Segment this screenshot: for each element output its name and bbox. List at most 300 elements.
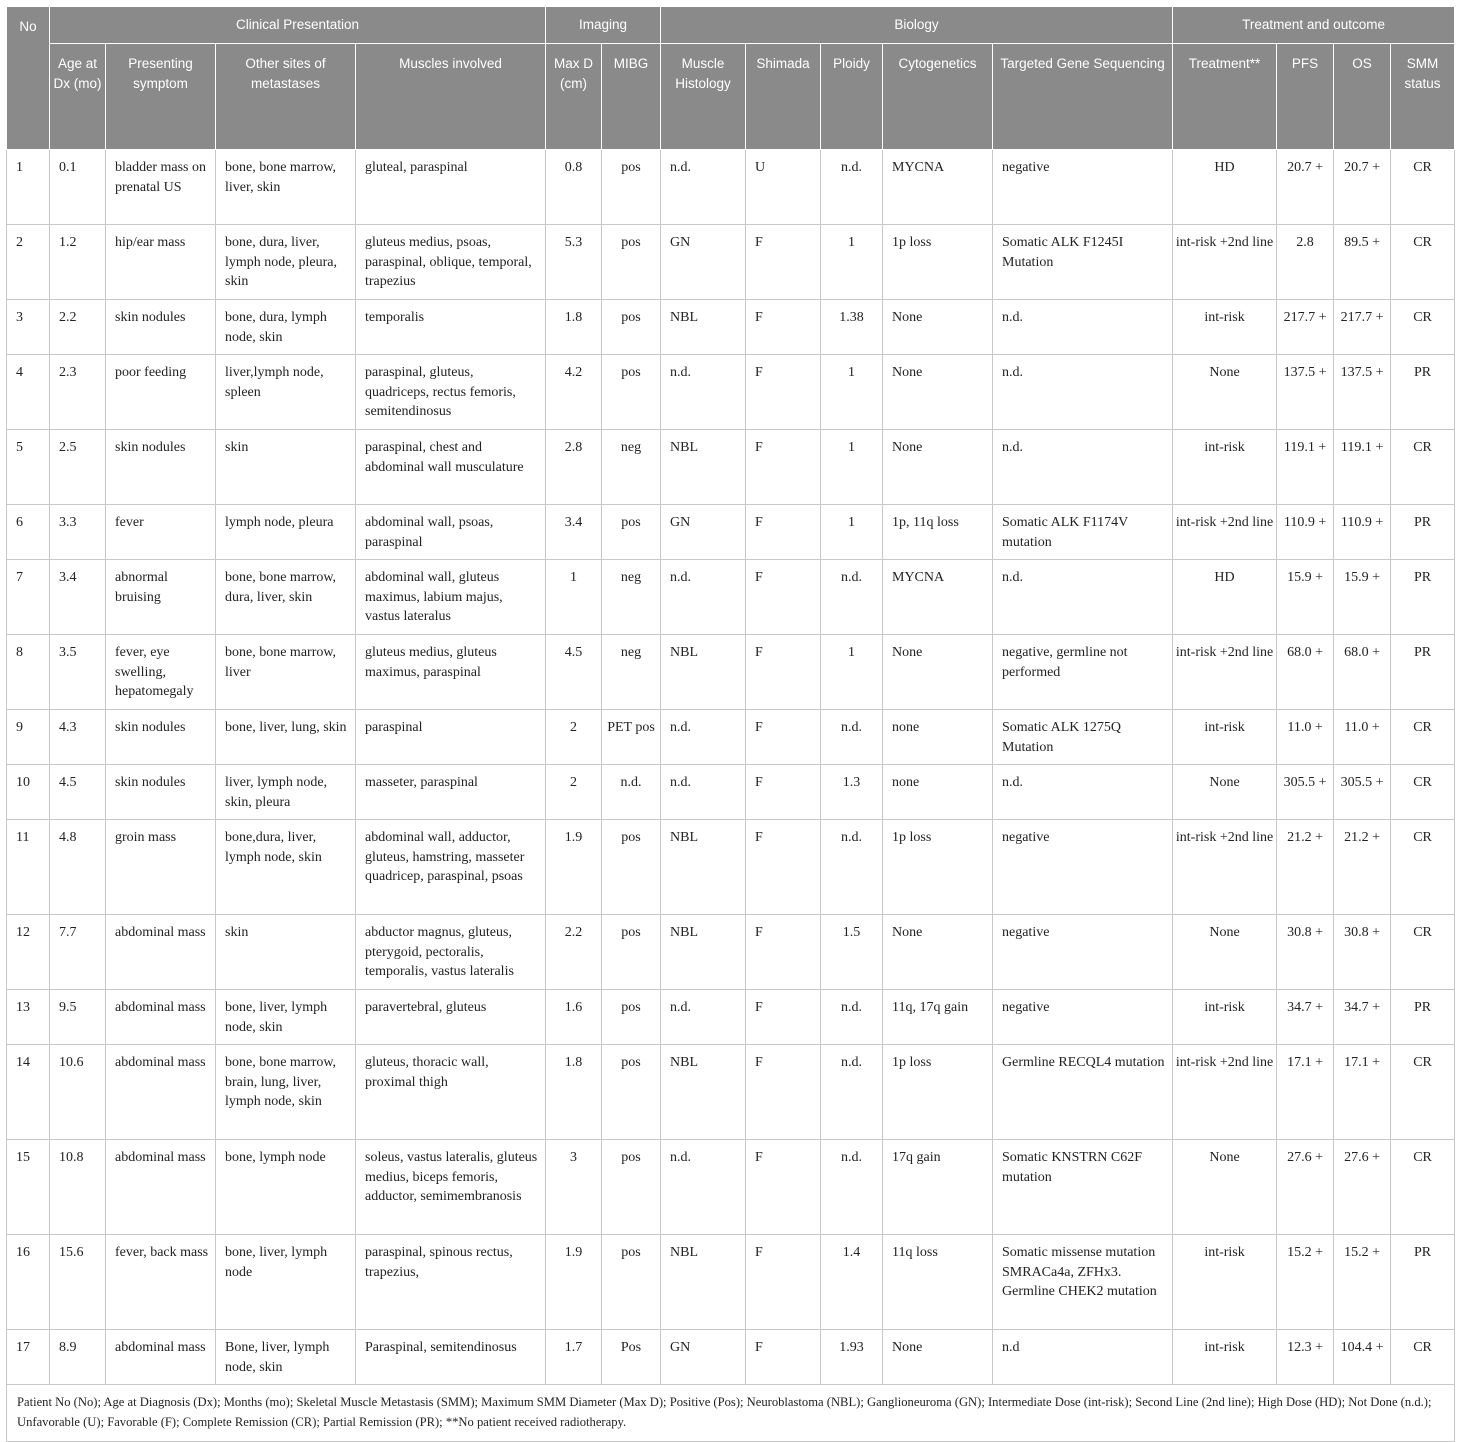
table-cell: 1p loss <box>883 1045 993 1140</box>
table-cell: 4.2 <box>546 355 602 430</box>
table-cell: paraspinal, gluteus, quadriceps, rectus femoris, semitendinosus <box>356 355 546 430</box>
table-cell: 68.0 + <box>1277 635 1334 710</box>
table-cell: 4 <box>7 355 50 430</box>
table-cell: 2.2 <box>546 915 602 990</box>
table-cell: int-risk <box>1173 1330 1277 1385</box>
table-cell: 68.0 + <box>1334 635 1391 710</box>
table-cell: NBL <box>661 915 746 990</box>
table-cell: F <box>746 1045 821 1140</box>
footnote: Patient No (No); Age at Diagnosis (Dx); Months (mo); Skeletal Muscle Metastasis (SMM); Maximum SMM Diameter (Max D); Positive (Pos); Neuroblastoma (NBL); Ganglioneuroma (GN); Intermediate Dose (int-risk); Second Line (2nd line); High Dose (HD); Not Done (n.d.); Unfavorable (U); Favorable (F); Complete Remission (CR); Partial Remission (PR); **No patient received radiotherapy. <box>7 1385 1455 1442</box>
table-cell: neg <box>602 560 661 635</box>
table-cell: gluteus, thoracic wall, proximal thigh <box>356 1045 546 1140</box>
table-cell: 15.9 + <box>1334 560 1391 635</box>
table-cell: Pos <box>602 1330 661 1385</box>
table-cell: skin <box>216 915 356 990</box>
table-cell: int-risk <box>1173 430 1277 505</box>
table-cell: 6 <box>7 505 50 560</box>
table-cell: 11.0 + <box>1277 710 1334 765</box>
table-cell: 1.8 <box>546 1045 602 1140</box>
table-cell: int-risk +2nd line <box>1173 1045 1277 1140</box>
table-cell: 2 <box>7 225 50 300</box>
table-cell: pos <box>602 150 661 225</box>
table-cell: 10.6 <box>50 1045 106 1140</box>
table-cell: CR <box>1391 1330 1455 1385</box>
table-cell: 12 <box>7 915 50 990</box>
table-cell: pos <box>602 505 661 560</box>
table-cell: skin nodules <box>106 430 216 505</box>
table-row <box>7 635 1455 710</box>
col-header: Muscle Histology <box>661 44 746 150</box>
table-cell: HD <box>1173 150 1277 225</box>
table-cell: 3.5 <box>50 635 106 710</box>
group-treatment: Treatment and outcome <box>1173 7 1455 44</box>
table-cell: 137.5 + <box>1334 355 1391 430</box>
table-cell: 15 <box>7 1140 50 1235</box>
table-cell: NBL <box>661 300 746 355</box>
table-cell: None <box>883 300 993 355</box>
table-cell: 305.5 + <box>1277 765 1334 820</box>
table-cell: F <box>746 300 821 355</box>
table-container <box>6 6 1454 1442</box>
table-cell: CR <box>1391 1045 1455 1140</box>
table-cell: liver, lymph node, skin, pleura <box>216 765 356 820</box>
table-cell: 1.5 <box>821 915 883 990</box>
table-cell: None <box>883 635 993 710</box>
table-row <box>7 915 1455 990</box>
table-row <box>7 300 1455 355</box>
table-cell: groin mass <box>106 820 216 915</box>
table-cell: bone, bone marrow, brain, lung, liver, lymph node, skin <box>216 1045 356 1140</box>
table-cell: pos <box>602 820 661 915</box>
table-cell: PR <box>1391 1235 1455 1330</box>
table-cell: 11.0 + <box>1334 710 1391 765</box>
table-cell: 3.4 <box>546 505 602 560</box>
table-cell: F <box>746 1330 821 1385</box>
table-cell: CR <box>1391 1140 1455 1235</box>
table-cell: F <box>746 820 821 915</box>
table-cell: n.d. <box>993 430 1173 505</box>
table-row <box>7 990 1455 1045</box>
table-cell: F <box>746 225 821 300</box>
table-cell: 34.7 + <box>1334 990 1391 1045</box>
table-cell: 4.5 <box>50 765 106 820</box>
table-cell: 11 <box>7 820 50 915</box>
table-cell: paraspinal, chest and abdominal wall musculature <box>356 430 546 505</box>
table-cell: abdominal mass <box>106 915 216 990</box>
table-cell: Bone, liver, lymph node, skin <box>216 1330 356 1385</box>
table-cell: 30.8 + <box>1334 915 1391 990</box>
table-cell: None <box>883 430 993 505</box>
table-cell: skin nodules <box>106 300 216 355</box>
table-cell: 8 <box>7 635 50 710</box>
table-cell: lymph node, pleura <box>216 505 356 560</box>
table-row <box>7 765 1455 820</box>
table-cell: paraspinal <box>356 710 546 765</box>
table-cell: 4.8 <box>50 820 106 915</box>
table-cell: skin <box>216 430 356 505</box>
table-cell: bone, liver, lymph node, skin <box>216 990 356 1045</box>
table-cell: int-risk +2nd line <box>1173 225 1277 300</box>
table-cell: 1.9 <box>546 820 602 915</box>
table-cell: PET pos <box>602 710 661 765</box>
table-cell: CR <box>1391 820 1455 915</box>
table-cell: bone, dura, liver, lymph node, pleura, skin <box>216 225 356 300</box>
table-cell: U <box>746 150 821 225</box>
table-cell: abnormal bruising <box>106 560 216 635</box>
table-cell: n.d. <box>661 355 746 430</box>
table-cell: CR <box>1391 150 1455 225</box>
table-cell: abdominal mass <box>106 990 216 1045</box>
table-cell: 8.9 <box>50 1330 106 1385</box>
table-cell: 1.4 <box>821 1235 883 1330</box>
table-cell: n.d. <box>821 150 883 225</box>
table-cell: MYCNA <box>883 560 993 635</box>
table-cell: None <box>883 355 993 430</box>
table-cell: 1.8 <box>546 300 602 355</box>
table-cell: 14 <box>7 1045 50 1140</box>
table-cell: negative, germline not performed <box>993 635 1173 710</box>
table-cell: 104.4 + <box>1334 1330 1391 1385</box>
table-cell: bladder mass on prenatal US <box>106 150 216 225</box>
table-cell: None <box>1173 765 1277 820</box>
table-cell: 17q gain <box>883 1140 993 1235</box>
table-cell: CR <box>1391 710 1455 765</box>
table-cell: abdominal wall, psoas, paraspinal <box>356 505 546 560</box>
table-cell: 12.3 + <box>1277 1330 1334 1385</box>
table-cell: int-risk +2nd line <box>1173 635 1277 710</box>
table-cell: abdominal mass <box>106 1045 216 1140</box>
table-row <box>7 505 1455 560</box>
table-cell: n.d. <box>661 710 746 765</box>
table-cell: bone, dura, lymph node, skin <box>216 300 356 355</box>
table-cell: 217.7 + <box>1334 300 1391 355</box>
table-body <box>7 150 1455 1385</box>
table-cell: 1 <box>821 505 883 560</box>
table-cell: 3.3 <box>50 505 106 560</box>
table-cell: 2.8 <box>1277 225 1334 300</box>
table-cell: fever, back mass <box>106 1235 216 1330</box>
table-cell: 30.8 + <box>1277 915 1334 990</box>
table-cell: 17.1 + <box>1334 1045 1391 1140</box>
col-header: PFS <box>1277 44 1334 150</box>
col-header: Targeted Gene Sequencing <box>993 44 1173 150</box>
table-cell: bone, liver, lung, skin <box>216 710 356 765</box>
table-cell: gluteus medius, psoas, paraspinal, oblique, temporal, trapezius <box>356 225 546 300</box>
table-cell: 1.93 <box>821 1330 883 1385</box>
table-cell: None <box>883 915 993 990</box>
col-header: Max D (cm) <box>546 44 602 150</box>
col-header: Ploidy <box>821 44 883 150</box>
table-cell: pos <box>602 1140 661 1235</box>
table-cell: 110.9 + <box>1277 505 1334 560</box>
table-cell: MYCNA <box>883 150 993 225</box>
table-cell: 15.9 + <box>1277 560 1334 635</box>
table-cell: fever <box>106 505 216 560</box>
table-cell: 10 <box>7 765 50 820</box>
table-cell: 11q, 17q gain <box>883 990 993 1045</box>
table-row <box>7 560 1455 635</box>
table-cell: NBL <box>661 820 746 915</box>
table-cell: paraspinal, spinous rectus, trapezius, <box>356 1235 546 1330</box>
table-cell: 1 <box>821 635 883 710</box>
table-cell: neg <box>602 635 661 710</box>
table-cell: 2.3 <box>50 355 106 430</box>
col-header-no: No <box>7 7 50 150</box>
table-row <box>7 1045 1455 1140</box>
table-cell: bone,dura, liver, lymph node, skin <box>216 820 356 915</box>
table-cell: 3 <box>7 300 50 355</box>
table-cell: 3.4 <box>50 560 106 635</box>
table-cell: n.d. <box>821 1140 883 1235</box>
table-cell: n.d <box>993 1330 1173 1385</box>
table-cell: n.d. <box>661 560 746 635</box>
table-cell: negative <box>993 915 1173 990</box>
table-cell: F <box>746 765 821 820</box>
group-imaging: Imaging <box>546 7 661 44</box>
table-cell: 1 <box>546 560 602 635</box>
table-cell: none <box>883 765 993 820</box>
table-cell: masseter, paraspinal <box>356 765 546 820</box>
table-cell: n.d. <box>821 1045 883 1140</box>
table-cell: poor feeding <box>106 355 216 430</box>
table-cell: 11q loss <box>883 1235 993 1330</box>
table-cell: 1 <box>7 150 50 225</box>
table-cell: 15.6 <box>50 1235 106 1330</box>
table-cell: 1.38 <box>821 300 883 355</box>
table-cell: 2 <box>546 765 602 820</box>
table-cell: skin nodules <box>106 710 216 765</box>
table-cell: 10.8 <box>50 1140 106 1235</box>
table-cell: 137.5 + <box>1277 355 1334 430</box>
table-cell: n.d. <box>993 300 1173 355</box>
table-cell: Somatic missense mutation SMRACa4a, ZFHx3. Germline CHEK2 mutation <box>993 1235 1173 1330</box>
table-cell: neg <box>602 430 661 505</box>
table-row <box>7 1235 1455 1330</box>
table-cell: None <box>1173 915 1277 990</box>
table-cell: abdominal wall, adductor, gluteus, hamstring, masseter quadricep, paraspinal, psoas <box>356 820 546 915</box>
table-cell: n.d. <box>821 710 883 765</box>
table-cell: 305.5 + <box>1334 765 1391 820</box>
table-cell: 4.5 <box>546 635 602 710</box>
table-cell: hip/ear mass <box>106 225 216 300</box>
table-cell: CR <box>1391 915 1455 990</box>
table-cell: n.d. <box>602 765 661 820</box>
table-cell: negative <box>993 150 1173 225</box>
table-cell: PR <box>1391 990 1455 1045</box>
col-header: Treatment** <box>1173 44 1277 150</box>
group-clinical: Clinical Presentation <box>50 7 546 44</box>
table-cell: pos <box>602 225 661 300</box>
table-cell: 1p loss <box>883 820 993 915</box>
table-cell: 5.3 <box>546 225 602 300</box>
table-cell: negative <box>993 820 1173 915</box>
table-cell: 27.6 + <box>1334 1140 1391 1235</box>
table-row <box>7 150 1455 225</box>
table-cell: GN <box>661 225 746 300</box>
group-header-row <box>7 7 1455 44</box>
table-cell: bone, bone marrow, liver <box>216 635 356 710</box>
table-cell: F <box>746 1235 821 1330</box>
table-cell: Paraspinal, semitendinosus <box>356 1330 546 1385</box>
table-cell: pos <box>602 1235 661 1330</box>
table-cell: Somatic KNSTRN C62F mutation <box>993 1140 1173 1235</box>
table-cell: 2 <box>546 710 602 765</box>
table-cell: 89.5 + <box>1334 225 1391 300</box>
table-cell: int-risk <box>1173 710 1277 765</box>
table-cell: 119.1 + <box>1334 430 1391 505</box>
table-cell: n.d. <box>993 355 1173 430</box>
table-cell: 20.7 + <box>1334 150 1391 225</box>
table-cell: F <box>746 505 821 560</box>
table-cell: int-risk <box>1173 300 1277 355</box>
table-cell: 7 <box>7 560 50 635</box>
table-cell: n.d. <box>661 990 746 1045</box>
table-cell: 0.8 <box>546 150 602 225</box>
table-cell: n.d. <box>821 560 883 635</box>
table-cell: NBL <box>661 1235 746 1330</box>
table-cell: n.d. <box>661 150 746 225</box>
table-cell: Germline RECQL4 mutation <box>993 1045 1173 1140</box>
table-cell: PR <box>1391 355 1455 430</box>
table-row <box>7 355 1455 430</box>
table-cell: 27.6 + <box>1277 1140 1334 1235</box>
table-cell: paravertebral, gluteus <box>356 990 546 1045</box>
table-cell: 15.2 + <box>1334 1235 1391 1330</box>
table-cell: None <box>883 1330 993 1385</box>
table-cell: 5 <box>7 430 50 505</box>
table-cell: 15.2 + <box>1277 1235 1334 1330</box>
table-cell: 1.9 <box>546 1235 602 1330</box>
table-cell: F <box>746 990 821 1045</box>
col-header: OS <box>1334 44 1391 150</box>
table-cell: none <box>883 710 993 765</box>
table-cell: 20.7 + <box>1277 150 1334 225</box>
table-cell: abdominal mass <box>106 1330 216 1385</box>
table-cell: Somatic ALK F1245I Mutation <box>993 225 1173 300</box>
table-cell: 1 <box>821 430 883 505</box>
table-cell: 9.5 <box>50 990 106 1045</box>
table-cell: skin nodules <box>106 765 216 820</box>
col-header: Muscles involved <box>356 44 546 150</box>
table-cell: bone, bone marrow, dura, liver, skin <box>216 560 356 635</box>
table-cell: 119.1 + <box>1277 430 1334 505</box>
table-cell: n.d. <box>661 1140 746 1235</box>
table-cell: None <box>1173 355 1277 430</box>
table-cell: 1.7 <box>546 1330 602 1385</box>
group-biology: Biology <box>661 7 1173 44</box>
table-cell: F <box>746 430 821 505</box>
table-cell: n.d. <box>993 765 1173 820</box>
col-header: Age at Dx (mo) <box>50 44 106 150</box>
col-header: Shimada <box>746 44 821 150</box>
table-cell: 217.7 + <box>1277 300 1334 355</box>
table-cell: pos <box>602 1045 661 1140</box>
table-cell: 1 <box>821 355 883 430</box>
table-cell: Somatic ALK 1275Q Mutation <box>993 710 1173 765</box>
table-cell: 16 <box>7 1235 50 1330</box>
table-cell: bone, bone marrow, liver, skin <box>216 150 356 225</box>
table-cell: int-risk <box>1173 1235 1277 1330</box>
patient-table <box>6 6 1455 1442</box>
table-cell: 1.6 <box>546 990 602 1045</box>
table-cell: 7.7 <box>50 915 106 990</box>
table-cell: NBL <box>661 1045 746 1140</box>
table-cell: GN <box>661 1330 746 1385</box>
table-cell: None <box>1173 1140 1277 1235</box>
table-cell: PR <box>1391 635 1455 710</box>
table-cell: n.d. <box>661 765 746 820</box>
table-cell: 1p, 11q loss <box>883 505 993 560</box>
table-cell: 21.2 + <box>1277 820 1334 915</box>
table-cell: CR <box>1391 765 1455 820</box>
table-cell: F <box>746 560 821 635</box>
table-cell: PR <box>1391 505 1455 560</box>
table-cell: 21.2 + <box>1334 820 1391 915</box>
table-cell: liver,lymph node, spleen <box>216 355 356 430</box>
table-cell: F <box>746 355 821 430</box>
table-cell: n.d. <box>821 820 883 915</box>
col-header: MIBG <box>602 44 661 150</box>
table-cell: HD <box>1173 560 1277 635</box>
table-cell: temporalis <box>356 300 546 355</box>
table-cell: GN <box>661 505 746 560</box>
table-row <box>7 710 1455 765</box>
table-cell: abdominal wall, gluteus maximus, labium majus, vastus lateralus <box>356 560 546 635</box>
col-header: Other sites of metastases <box>216 44 356 150</box>
table-row <box>7 1330 1455 1385</box>
table-cell: gluteal, paraspinal <box>356 150 546 225</box>
table-cell: int-risk +2nd line <box>1173 505 1277 560</box>
table-cell: negative <box>993 990 1173 1045</box>
table-cell: F <box>746 1140 821 1235</box>
table-cell: int-risk +2nd line <box>1173 820 1277 915</box>
table-cell: int-risk <box>1173 990 1277 1045</box>
table-cell: F <box>746 635 821 710</box>
table-cell: pos <box>602 915 661 990</box>
table-cell: n.d. <box>993 560 1173 635</box>
table-cell: 13 <box>7 990 50 1045</box>
table-cell: Somatic ALK F1174V mutation <box>993 505 1173 560</box>
table-cell: CR <box>1391 430 1455 505</box>
table-cell: 9 <box>7 710 50 765</box>
table-cell: 17.1 + <box>1277 1045 1334 1140</box>
table-cell: abductor magnus, gluteus, pterygoid, pectoralis, temporalis, vastus lateralis <box>356 915 546 990</box>
table-cell: 3 <box>546 1140 602 1235</box>
table-cell: bone, lymph node <box>216 1140 356 1235</box>
table-cell: 4.3 <box>50 710 106 765</box>
table-cell: F <box>746 915 821 990</box>
table-cell: pos <box>602 355 661 430</box>
col-header: Presenting symptom <box>106 44 216 150</box>
table-cell: NBL <box>661 635 746 710</box>
table-cell: soleus, vastus lateralis, gluteus medius, biceps femoris, adductor, semimembranosis <box>356 1140 546 1235</box>
table-cell: 0.1 <box>50 150 106 225</box>
table-row <box>7 430 1455 505</box>
table-cell: pos <box>602 300 661 355</box>
table-cell: 1.3 <box>821 765 883 820</box>
table-row <box>7 1140 1455 1235</box>
table-cell: gluteus medius, gluteus maximus, paraspinal <box>356 635 546 710</box>
table-cell: 1 <box>821 225 883 300</box>
table-cell: 2.5 <box>50 430 106 505</box>
table-cell: 1p loss <box>883 225 993 300</box>
table-cell: 2.8 <box>546 430 602 505</box>
table-cell: 17 <box>7 1330 50 1385</box>
table-cell: bone, liver, lymph node <box>216 1235 356 1330</box>
table-row <box>7 820 1455 915</box>
table-cell: PR <box>1391 560 1455 635</box>
col-header: Cytogenetics <box>883 44 993 150</box>
